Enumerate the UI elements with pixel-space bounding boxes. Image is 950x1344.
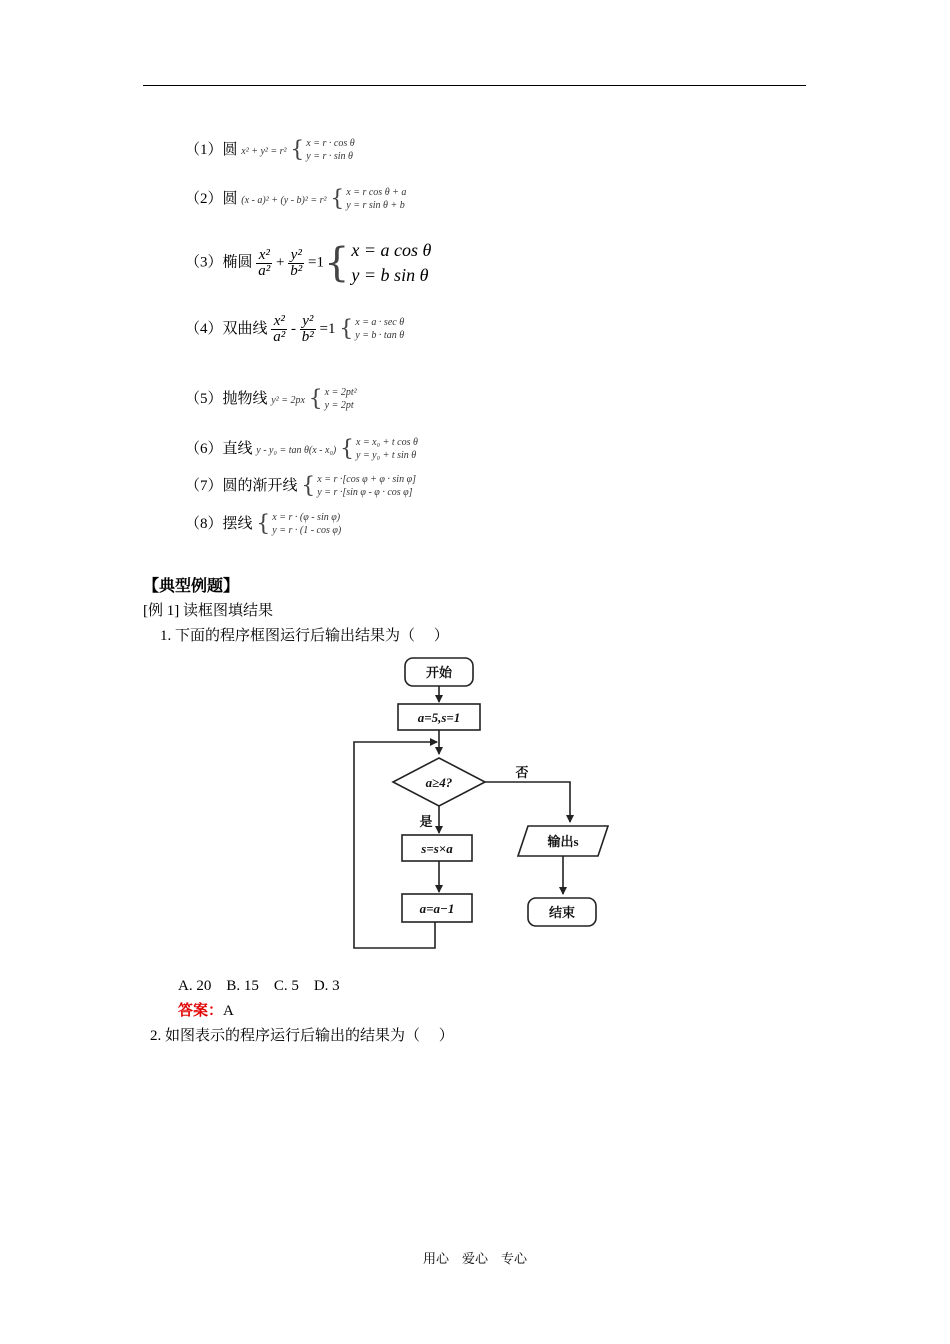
brace-icon: {: [339, 316, 354, 342]
formula-number: （2）: [185, 190, 223, 207]
brace-icon: {: [290, 137, 305, 163]
fraction: [288, 248, 304, 279]
answer-options: A. 20 B. 15 C. 5 D. 3: [178, 978, 340, 994]
answer-label: 答案：: [178, 1003, 224, 1019]
cond-label: a≥4?: [425, 775, 453, 790]
system-line-2: y = 2pt: [324, 399, 354, 411]
formula-equation: y² = 2px: [271, 394, 305, 406]
formula-equation: (x - a)² + (y - b)² = r²: [241, 194, 327, 206]
formula-number: （6）: [185, 440, 223, 457]
system-line-1: x = r · cos θ: [306, 138, 355, 149]
formula-system: [306, 138, 354, 163]
brace-icon: {: [308, 386, 323, 412]
formula-number: （5）: [185, 390, 223, 407]
formula-name: 圆: [222, 190, 238, 207]
system-line-1: x = x₀ + t cos θ: [356, 437, 418, 448]
header-rule: [143, 85, 806, 86]
formula-name: 圆的渐开线: [222, 477, 298, 494]
fraction-numerator: x²: [271, 314, 287, 330]
formula-number: （4）: [185, 321, 223, 337]
fraction: [271, 314, 287, 345]
end-label: 结束: [548, 905, 576, 920]
system-line-2: y = r ·[sin φ - φ · cos φ]: [317, 486, 413, 498]
formula-system: [346, 187, 406, 212]
system-line-1: x = a · sec θ: [355, 317, 405, 328]
formula-number: （1）: [185, 141, 223, 158]
formula-number: （8）: [185, 515, 223, 532]
page-footer: 用心 爱心 专心: [422, 1251, 527, 1266]
yes-label: 是: [419, 814, 433, 829]
system-line-2: y = r · sin θ: [306, 150, 353, 162]
fraction-numerator: x²: [256, 248, 272, 264]
formula-number: （3）: [185, 254, 223, 271]
init-label: a=5,s=1: [417, 710, 461, 725]
fraction: [300, 314, 316, 345]
step1-label: s=s×a: [421, 841, 453, 856]
system-line-1: x = 2pt²: [324, 387, 357, 398]
brace-icon: {: [330, 186, 345, 212]
question-1: 1. 下面的程序框图运行后输出结果为（ ）: [160, 628, 449, 644]
answer-value: A: [223, 1003, 234, 1019]
formula-system: [325, 387, 357, 412]
brace-icon: {: [323, 240, 350, 287]
formula-name: 圆: [222, 141, 238, 158]
formula-row: [185, 512, 341, 537]
formula-name: 椭圆: [222, 254, 253, 271]
example-title: [例 1] 读框图填结果: [143, 603, 273, 619]
answer-line: [178, 999, 234, 1020]
formula-row: [185, 387, 357, 412]
fraction-denominator: b²: [290, 262, 303, 279]
formula-equation: y - y₀ = tan θ(x - x₀): [256, 444, 337, 456]
no-label: 否: [515, 765, 529, 780]
system-line-1: x = r ·[cos φ + φ · sin φ]: [317, 474, 416, 485]
system-line-2: y = b · tan θ: [355, 329, 405, 341]
formula-system: [355, 317, 404, 342]
section-heading: 【典型例题】: [143, 578, 240, 595]
formula-name: 抛物线: [222, 390, 268, 407]
brace-icon: {: [256, 511, 271, 537]
no-branch-line: [485, 782, 570, 822]
system-line-2: y = r · (1 - cos φ): [272, 524, 342, 536]
formula-name: 直线: [222, 440, 253, 457]
formula-rhs: =1: [308, 254, 324, 271]
start-label: 开始: [425, 665, 453, 680]
system-line-2: y = r sin θ + b: [346, 199, 405, 211]
operator: -: [291, 321, 297, 337]
step2-label: a=a−1: [419, 901, 455, 916]
fraction-denominator: a²: [273, 329, 286, 345]
formula-row: [185, 474, 416, 499]
output-label: 输出s: [547, 834, 579, 849]
formula-system: [356, 437, 418, 462]
formula-row: [185, 238, 431, 288]
formula-system: [351, 238, 431, 288]
brace-icon: {: [301, 473, 316, 499]
formula-rhs: =1: [319, 321, 336, 337]
formula-row: [185, 314, 404, 345]
formula-row: [185, 138, 355, 163]
system-line-2: y = y₀ + t sin θ: [356, 449, 417, 461]
formula-system: [272, 512, 341, 537]
system-line-1: x = r · (φ - sin φ): [272, 512, 341, 523]
formula-row: [185, 437, 418, 462]
formula-name: 摆线: [222, 515, 253, 532]
brace-icon: {: [340, 436, 354, 462]
formula-equation: x² + y² = r²: [241, 145, 287, 157]
system-line-2: y = b sin θ: [351, 265, 429, 286]
fraction-denominator: b²: [301, 329, 314, 345]
formula-number: （7）: [185, 477, 223, 494]
fraction-numerator: y²: [288, 248, 304, 264]
system-line-1: x = a cos θ: [351, 240, 432, 260]
fraction: [256, 248, 272, 279]
system-line-1: x = r cos θ + a: [346, 187, 407, 198]
fraction-numerator: y²: [300, 314, 316, 330]
formula-system: [317, 474, 416, 499]
flowchart: [340, 650, 630, 960]
formula-row: [185, 187, 406, 212]
formula-name: 双曲线: [222, 321, 268, 337]
operator: +: [276, 254, 285, 271]
question-2: 2. 如图表示的程序运行后输出的结果为（ ）: [150, 1028, 454, 1044]
fraction-denominator: a²: [258, 262, 271, 279]
